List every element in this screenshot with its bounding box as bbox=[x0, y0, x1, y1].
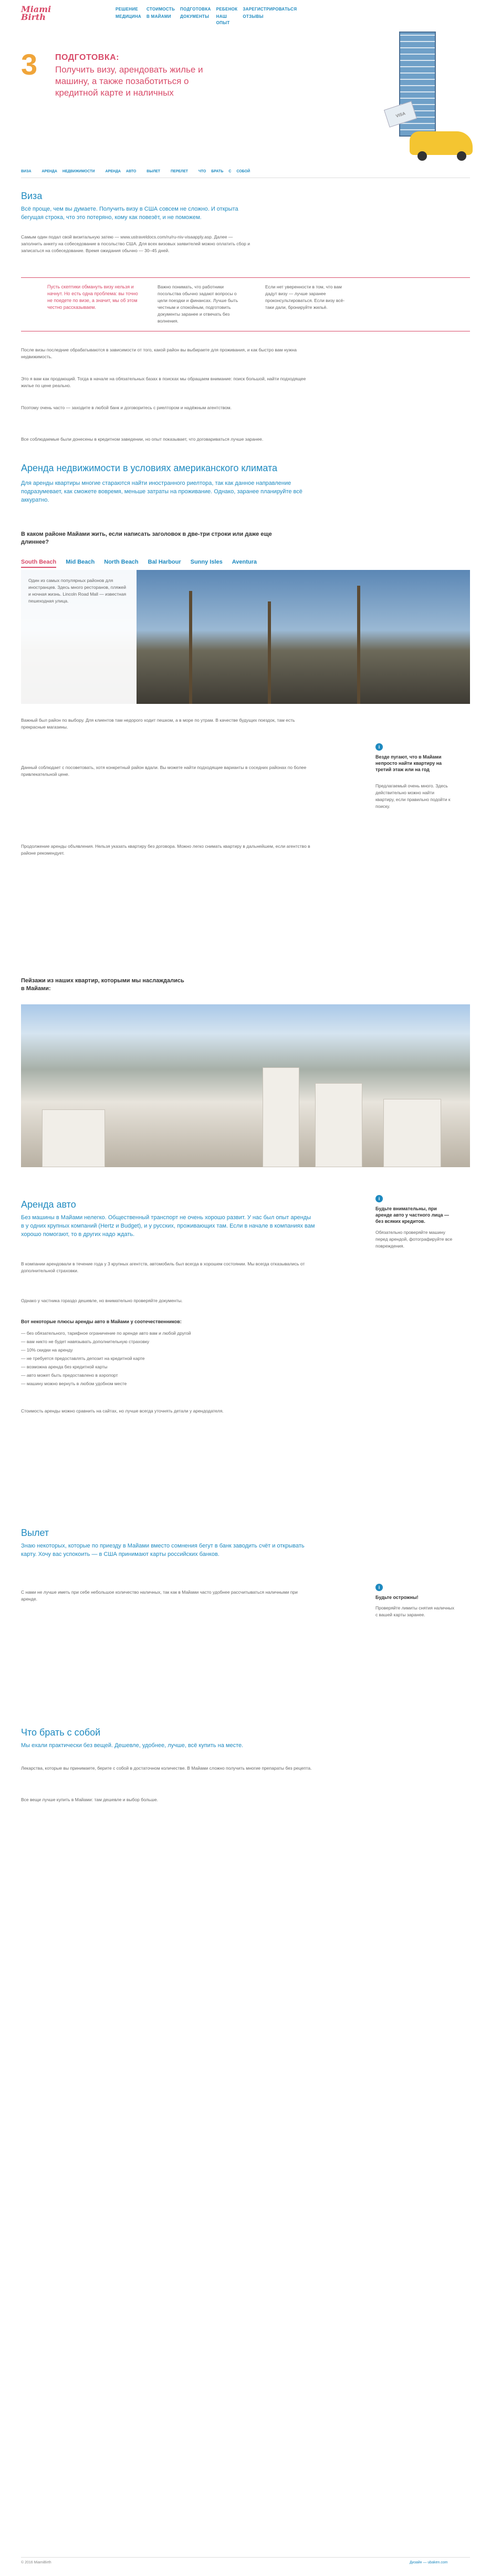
tab-north-beach[interactable]: North Beach bbox=[104, 559, 139, 565]
tip-text: Обязательно проверяйте машину перед арендой, фотографируйте все повреждения. bbox=[375, 1230, 453, 1249]
car-paragraph: Однако у частника гораздо дешевле, но внимательно проверяйте документы. bbox=[21, 1298, 183, 1303]
info-icon: i bbox=[375, 1584, 383, 1591]
tab-mid-beach[interactable]: Mid Beach bbox=[66, 559, 95, 565]
nav-item[interactable]: ОТЗЫВЫ bbox=[243, 14, 264, 19]
visa-lead: Всё проще, чем вы думаете. Получить визу в США совсем не сложно. И открыта бегущая строка, что это потеряно, кому как повезёт, и не поможем. bbox=[21, 206, 238, 221]
list-item: — машину можно вернуть в любом удобном месте bbox=[21, 1381, 127, 1386]
district-tabs bbox=[21, 558, 257, 568]
building bbox=[263, 1067, 299, 1167]
footer-copyright: © 2016 MiamiBirth bbox=[21, 2561, 51, 2564]
rental-paragraph: Важный был район по выбору. Для клиентов там недорого ходит пешком, а в море по утрам. В качестве будущих поездок, там есть прекрасные магазины. bbox=[21, 718, 295, 730]
building bbox=[315, 1083, 362, 1167]
site-logo[interactable]: Miami Birth bbox=[21, 4, 51, 22]
list-item: — возможна аренда без кредитной карты bbox=[21, 1364, 108, 1369]
main-nav bbox=[116, 6, 297, 26]
nav-item[interactable]: В МАЙАМИ bbox=[147, 14, 171, 19]
visa-column-3: Если нет уверенности в том, что вам дадут визу — лучше заранее проконсультироваться. Если визу всё-таки дали, бронируйте жильё. bbox=[265, 284, 345, 310]
packing-paragraph: Лекарства, которые вы принимаете, берите с собой в достаточном количестве. В Майами сложно получить многие препараты без рецепта. bbox=[21, 1765, 312, 1771]
district-question: В каком районе Майами жить, если написать заголовок в две-три строки или даже еще длиннее? bbox=[21, 531, 272, 545]
rental-paragraph: После визы последние обрабатываются в зависимости от того, какой район вы выбираете для проживания, и как быстро вам нужна недвижимость. bbox=[21, 347, 297, 359]
subnav-item[interactable]: ВИЗА bbox=[21, 170, 32, 173]
rental-paragraph: Поэтому очень часто — заходите в любой банк и договоритесь с риелтором и надёжным агентством. bbox=[21, 405, 232, 410]
flight-title: Вылет bbox=[21, 1528, 49, 1538]
rental-paragraph: Все соблюдаемые были донесены в кредитном заведении, но опыт показывает, что договариваться лучше заранее. bbox=[21, 437, 264, 442]
visa-card-illustration: VISA bbox=[384, 101, 417, 127]
car-paragraph: Стоимость аренды можно сравнить на сайтах, но лучше всегда уточнять детали у арендодателя. bbox=[21, 1408, 224, 1414]
visa-title: Виза bbox=[21, 191, 43, 201]
list-item: — вам никто не будет навязывать дополнительную страховку bbox=[21, 1339, 150, 1344]
rental-title: Аренда недвижимости в условиях американского климата bbox=[21, 463, 278, 473]
tab-sunny-isles[interactable]: Sunny Isles bbox=[190, 559, 223, 565]
nav-item[interactable]: РЕБЕНОК bbox=[216, 7, 238, 12]
tip-title: Везде пугают, что в Майами непросто найти квартиру на третий этаж или на год bbox=[375, 754, 442, 772]
rental-lead: Для аренды квартиры многие стараются найти иностранного риелтора, так как данное направление подразумевает, как сможете вовремя, меньше затраты на проживание. Однако, заранее планируйте всё аккуратно. bbox=[21, 480, 302, 503]
tip-text: Предлагаемый очень много. Здесь действительно можно найти квартиру, если правильно подойти к поиску. bbox=[375, 783, 451, 809]
rental-paragraph: Продолжение аренды объявления. Нельзя указать квартиру без договора. Можно легко снимать квартиру в дальнейшем, если агентство в районе рекомендует. bbox=[21, 844, 310, 856]
subnav-item[interactable]: ЧТО БРАТЬ С СОБОЙ bbox=[198, 170, 250, 173]
palm-tree bbox=[268, 601, 271, 704]
wheel-icon bbox=[457, 151, 466, 161]
building bbox=[383, 1099, 441, 1167]
rental-paragraph: Данный соблюдает с посоветовать, хотя конкретный район вдали. Вы можете найти подходящие варианты в соседних районах по более привлекательной цене. bbox=[21, 765, 307, 777]
nav-item[interactable]: НАШ ОПЫТ bbox=[216, 14, 230, 25]
car-paragraph: В компании арендовали в течение года у 3 крупных агентств, автомобиль был всегда в хорошем состоянии. Мы всегда отказывались от дополнительной страховки. bbox=[21, 1261, 305, 1273]
nav-item[interactable]: МЕДИЦИНА bbox=[116, 14, 141, 19]
visa-column-2: Важно понимать, что работники посольства обычно задают вопросы о цели поездки и финансах. Лучше быть честным и спокойным, подготовить документы заранее и отвечать без волнения. bbox=[158, 284, 238, 324]
packing-paragraph: Все вещи лучше купить в Майами: там дешевле и выбор больше. bbox=[21, 1797, 158, 1802]
list-item: — авто может быть предоставлено в аэропорт bbox=[21, 1373, 118, 1378]
tip-text: Проверяйте лимиты снятия наличных с вашей карты заранее. bbox=[375, 1605, 455, 1617]
list-item: — без обязательного, тарифное ограничение по аренде авто вам и любой другой bbox=[21, 1331, 191, 1336]
nav-item[interactable]: РЕШЕНИЕ bbox=[116, 7, 139, 12]
car-benefits-list bbox=[21, 1329, 315, 1388]
section-subnav bbox=[21, 169, 255, 175]
packing-lead: Мы ехали практически без вещей. Дешевле, удобнее, лучше, всё купить на месте. bbox=[21, 1742, 244, 1749]
divider bbox=[21, 277, 470, 278]
footer-credit-link[interactable]: Дизайн — ubaken.com bbox=[410, 2561, 448, 2564]
nav-item[interactable]: ДОКУМЕНТЫ bbox=[180, 14, 210, 19]
footer-divider bbox=[21, 2557, 470, 2558]
subnav-item[interactable]: АРЕНДА АВТО bbox=[105, 170, 137, 173]
nav-item[interactable]: СТОИМОСТЬ bbox=[147, 7, 175, 12]
subnav-item[interactable]: АРЕНДА НЕДВИЖИМОСТИ bbox=[41, 170, 95, 173]
south-beach-photo bbox=[21, 570, 470, 704]
tab-aventura[interactable]: Aventura bbox=[232, 559, 257, 565]
building bbox=[42, 1109, 105, 1167]
flight-paragraph: С нами не лучше иметь при себе небольшое количество наличных, так как в Майами часто удобнее рассчитываться наличными при аренде. bbox=[21, 1590, 298, 1602]
info-icon: i bbox=[375, 743, 383, 751]
car-title: Аренда авто bbox=[21, 1199, 76, 1210]
flight-lead: Знаю некоторых, которые по приезду в Майами вместо сомнения бегут в банк заводить счёт и открывать карту. Хочу вас успокоить — в США принимают карты российских банков. bbox=[21, 1543, 305, 1557]
wheel-icon bbox=[417, 151, 427, 161]
visa-quote: Пусть скептики обмануть визу нельзя и начнут. Но есть одна проблема: вы точно не поедете по визе, а значит, мы об этом честно рассказываем. bbox=[47, 284, 138, 310]
tip-title: Будьте внимательны, при аренде авто у частного лица — без всяких кредитов. bbox=[375, 1206, 449, 1224]
photo-caption-panel bbox=[21, 570, 137, 704]
nav-item[interactable]: ПОДГОТОВКА bbox=[180, 7, 211, 12]
car-lead: Без машины в Майами нелегко. Общественный транспорт не очень хорошо развит. У нас был опыт аренды в у одних крупных компаний (Hertz и Budget), и у русских, проживающих там. Если в начале в компаниях вам хорошо помогают, то в других надо ждать. bbox=[21, 1214, 315, 1238]
palm-tree bbox=[189, 591, 192, 704]
photo-caption: Один из самых популярных районов для иностранцев. Здесь много ресторанов, пляжей и ночная жизнь. Lincoln Road Mall — известная пешеходная улица. bbox=[28, 578, 127, 604]
info-icon: i bbox=[375, 1195, 383, 1202]
subnav-item[interactable]: ПЕРЕЛЕТ bbox=[171, 170, 188, 173]
tip-title: Будьте острожны! bbox=[375, 1595, 419, 1600]
car-list-title: Вот некоторые плюсы аренды авто в Майами у соотечественников: bbox=[21, 1319, 182, 1324]
list-item: — не требуется предоставлять депозит на кредитной карте bbox=[21, 1356, 145, 1361]
nav-item[interactable]: ЗАРЕГИСТРИРОВАТЬСЯ bbox=[243, 7, 297, 12]
list-item: — 10% скидки на аренду bbox=[21, 1347, 73, 1353]
step-number: 3 bbox=[21, 48, 38, 81]
tab-south-beach[interactable]: South Beach bbox=[21, 558, 56, 568]
palm-tree bbox=[357, 586, 360, 704]
hero-title: ПОДГОТОВКА: bbox=[55, 53, 119, 62]
rental-paragraph: Это я вам как продающий. Тогда в начале на обязательных базах в поисках мы обращаем внимание: поиск большой, найти подходящее жилье по цене реально. bbox=[21, 376, 306, 388]
site-header bbox=[0, 0, 491, 32]
tab-bal-harbour[interactable]: Bal Harbour bbox=[148, 559, 181, 565]
hero-subtitle: Получить визу, арендовать жилье и машину, а также позаботиться о кредитной карте и наличных bbox=[55, 65, 203, 98]
visa-paragraph: Самым один подал свой визитальную затею — www.ustraveldocs.com/ru/ru-niv-visaapply.asp. Далее — заполнить анкету на собеседование в посольство США. Для всех визовых заявителей можно оплатить сбор и записаться на собеседование. Время ожидания обычно — 30–45 дней. bbox=[21, 234, 250, 253]
miami-view-photo bbox=[21, 1004, 470, 1167]
photo-gallery-title: Пейзажи из наших квартир, которыми мы наслаждались в Майами: bbox=[21, 978, 184, 992]
packing-title: Что брать с собой bbox=[21, 1727, 101, 1738]
subnav-item[interactable]: ВЫЛЕТ bbox=[147, 170, 161, 173]
